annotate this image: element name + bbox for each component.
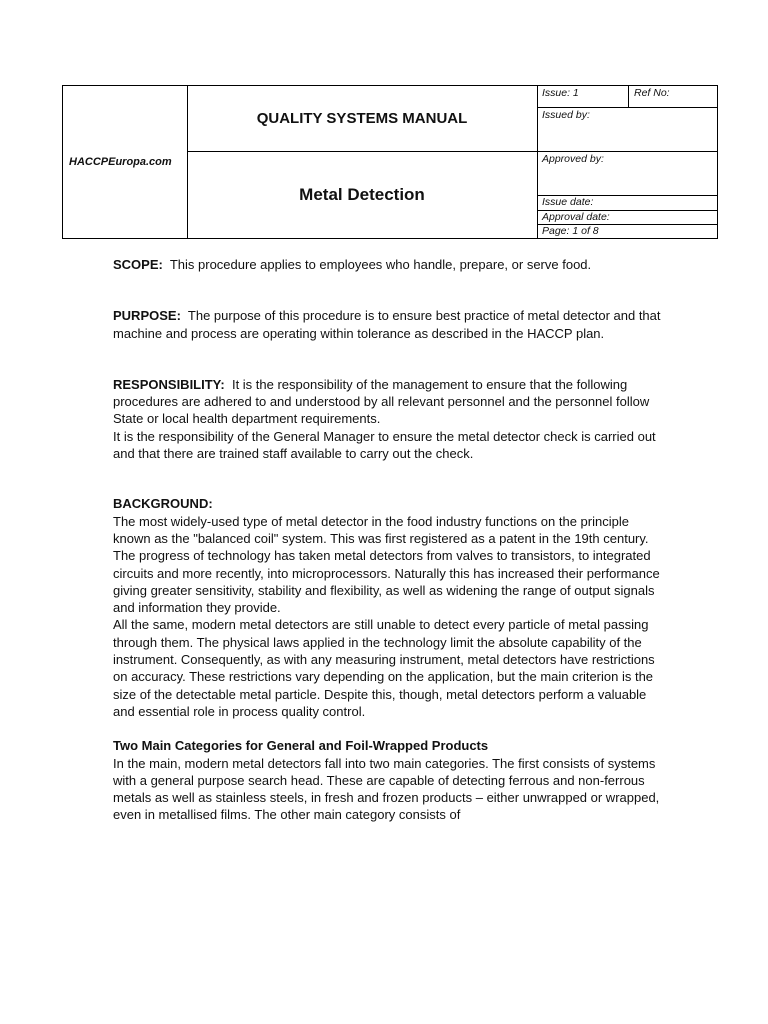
purpose-text: The purpose of this procedure is to ensure best practice of metal detector and that machine and process are operating within tolerance as described in the HACCP plan. [113, 308, 661, 341]
categories-heading: Two Main Categories for General and Foil-Wrapped Products [113, 738, 489, 754]
background-paragraph: All the same, modern metal detectors are still unable to detect every particle of metal passing through them. The physical laws applied in the technology limit the absolute capability of the instrument. Consequently, as with any measuring instrument, metal detectors have restrictions on accuracy. These restrictions vary depending on the application, but the main criterion is the size of the detectable metal particle. Despite this, though, metal detectors perform a valuable and essential role in process quality control. [113, 617, 655, 719]
responsibility-section [113, 376, 668, 428]
purpose-section [113, 307, 668, 342]
issue-date-field: Issue date: [542, 196, 594, 208]
approval-date-field: Approval date: [542, 211, 610, 223]
scope-text: This procedure applies to employees who handle, prepare, or serve food. [169, 257, 592, 272]
company-name: HACCPEuropa.com [69, 156, 172, 168]
background-paragraph: The progress of technology has taken metal detectors from valves to transistors, to integrated circuits and more recently, into microprocessors. Naturally this has increased their performance giving greater sensitivity, stability and flexibility, as well as widening the range of output signals and information they provide. [113, 548, 660, 616]
document-body [113, 256, 668, 824]
page-number-field: Page: 1 of 8 [542, 225, 599, 237]
issued-by-field: Issued by: [542, 109, 590, 121]
ref-no-field: Ref No: [634, 87, 670, 99]
responsibility-label: RESPONSIBILITY: [113, 376, 225, 392]
scope-section [113, 256, 668, 273]
document-title: Metal Detection [299, 184, 425, 204]
categories-text: In the main, modern metal detectors fall into two main categories. The first consists of systems with a general purpose search head. These are capable of detecting ferrous and non-ferrous metals as well as stainless steels, in fresh and frozen products – either unwrapped or wrapped, even in metallised films. The other main category consists of [113, 755, 660, 823]
document-header-table [62, 85, 718, 239]
purpose-label: PURPOSE: [113, 308, 181, 324]
header-divider [537, 151, 717, 152]
approved-by-field: Approved by: [542, 153, 604, 165]
manual-title: QUALITY SYSTEMS MANUAL [256, 110, 468, 127]
background-paragraph: The most widely-used type of metal detector in the food industry functions on the principle known as the "balanced coil" system. This was first registered as a patent in the 19th century. [113, 513, 649, 546]
header-divider [537, 107, 717, 108]
issue-field: Issue: 1 [542, 87, 579, 99]
responsibility-text: It is the responsibility of the management to ensure that the following procedures are adhered to and understood by all relevant personnel and the personnel follow State or local health department requirements. [113, 376, 650, 427]
scope-label: SCOPE: [113, 257, 163, 272]
responsibility-text-2: It is the responsibility of the General Manager to ensure the metal detector check is carried out and that there are trained staff available to carry out the check. [113, 428, 656, 462]
background-label: BACKGROUND: [113, 496, 213, 512]
